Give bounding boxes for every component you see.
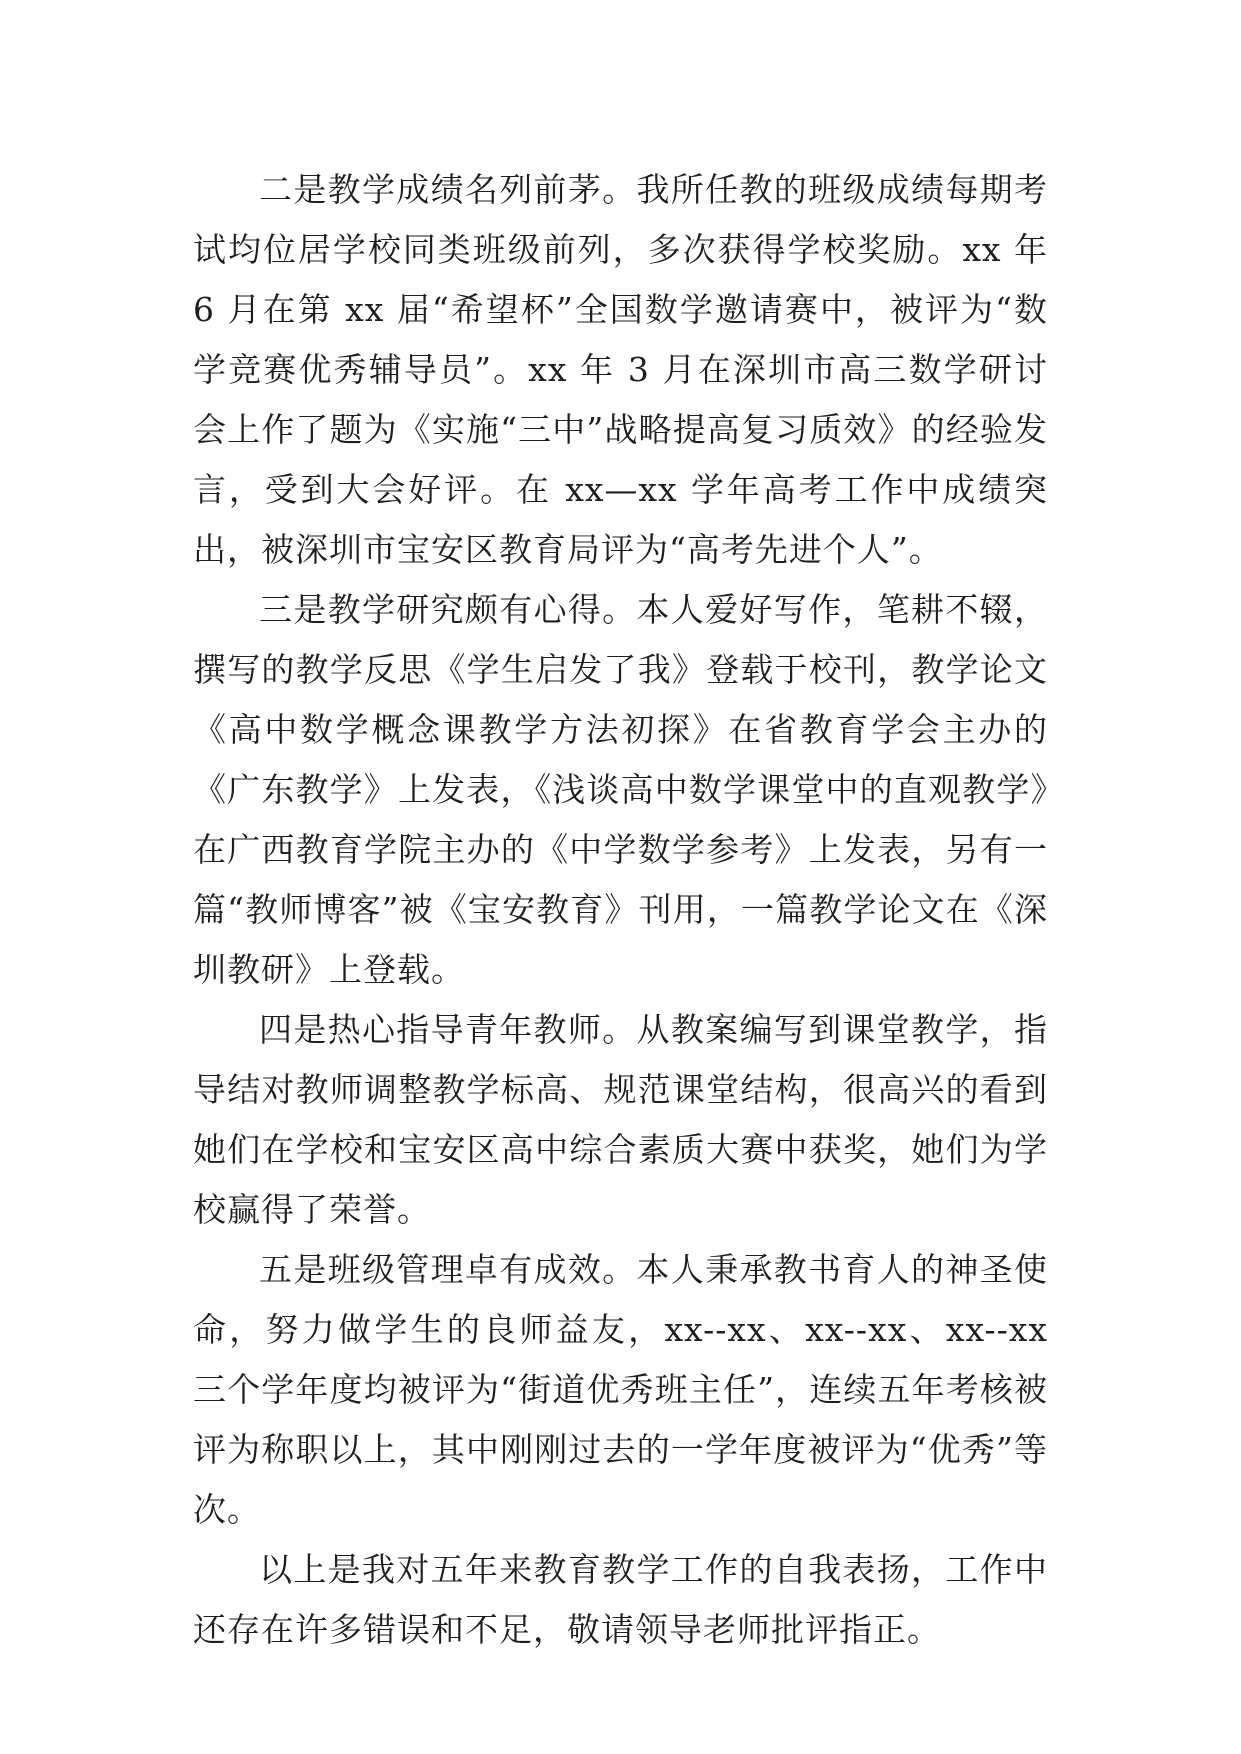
paragraph-mentoring: 四是热心指导青年教师。从教案编写到课堂教学，指导结对教师调整教学标高、规范课堂结构，很高兴的看到她们在学校和宝安区高中综合素质大赛中获奖，她们为学校赢得了荣誉。 — [193, 1010, 1048, 1229]
document-body — [193, 160, 1048, 1660]
paragraph-teaching-results: 二是教学成绩名列前茅。我所任教的班级成绩每期考试均位居学校同类班级前列，多次获得学校奖励。xx 年 6 月在第 xx 届“希望杯”全国数学邀请赛中，被评为“数学竞赛优秀辅导员”。xx 年 3 月在深圳市高三数学研讨会上作了题为《实施“三中”战略提高复习质效》的经验发言，受到大会好评。在 xx—xx 学年高考工作中成绩突出，被深圳市宝安区教育局评为“高考先进个人”。 — [193, 170, 1048, 569]
paragraph-conclusion: 以上是我对五年来教育教学工作的自我表扬，工作中还存在许多错误和不足，敬请领导老师批评指正。 — [193, 1550, 1048, 1649]
paragraph-teaching-research: 三是教学研究颇有心得。本人爱好写作，笔耕不辍，撰写的教学反思《学生启发了我》登载于校刊，教学论文《高中数学概念课教学方法初探》在省教育学会主办的《广东教学》上发表，《浅谈高中数学课堂中的直观教学》在广西教育学院主办的《中学数学参考》上发表，另有一篇“教师博客”被《宝安教育》刊用，一篇教学论文在《深圳教研》上登载。 — [193, 590, 1048, 989]
paragraph-class-management: 五是班级管理卓有成效。本人秉承教书育人的神圣使命，努力做学生的良师益友，xx--xx、xx--xx、xx--xx 三个学年度均被评为“街道优秀班主任”，连续五年考核被评为称职以上，其中刚刚过去的一学年度被评为“优秀”等次。 — [193, 1250, 1048, 1529]
